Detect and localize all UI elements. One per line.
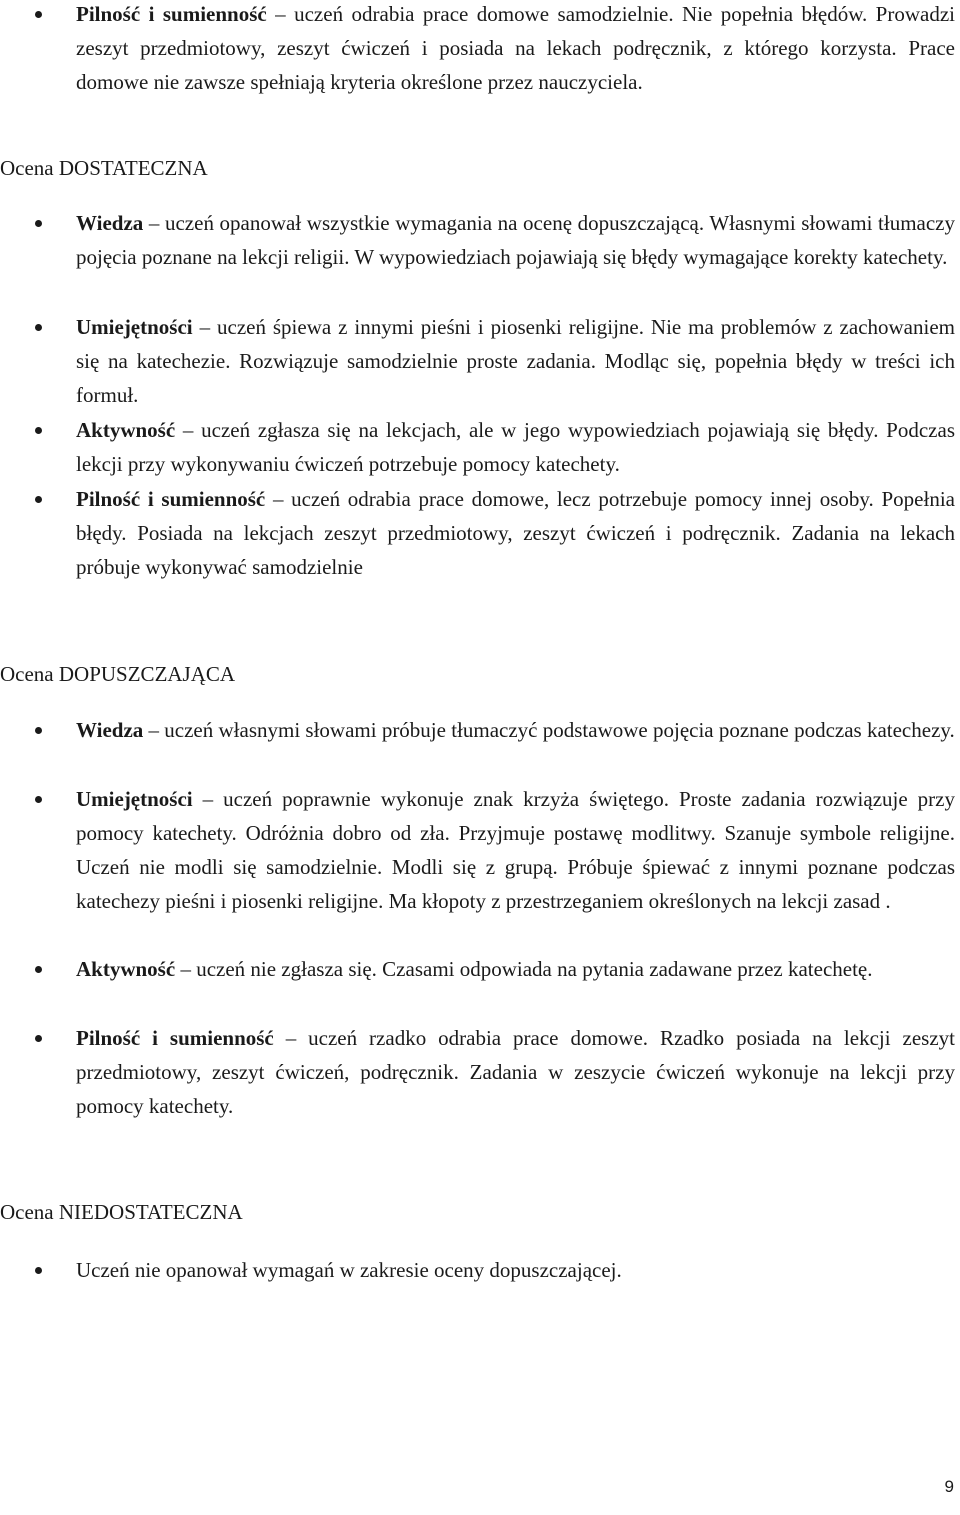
item-term: Wiedza — [76, 718, 144, 742]
bullet-icon — [35, 427, 42, 434]
item-text: – uczeń zgłasza się na lekcjach, ale w jego wypowiedziach pojawiają się błędy. Podczas lekcji przy wykonywaniu ćwiczeń potrzebuje pomocy katechety. — [76, 418, 955, 476]
list-item — [76, 1021, 955, 1123]
list-item — [76, 206, 955, 274]
item-term: Umiejętności — [76, 315, 193, 339]
list-item — [76, 1253, 955, 1287]
item-text: – uczeń poprawnie wykonuje znak krzyża świętego. Proste zadania rozwiązuje przy pomocy katechety. Odróżnia dobro od zła. Przyjmuje postawę modlitwy. Szanuje symbole religijne. Uczeń nie modli się samodzielnie. Modli się z grupą. Próbuje śpiewać z innymi poznane podczas katechezy pieśni i piosenki religijne. Ma kłopoty z przestrzeganiem określonych na lekcji zasad . — [76, 787, 955, 913]
bullet-icon — [35, 220, 42, 227]
item-term: Wiedza — [76, 211, 144, 235]
item-term: Aktywność — [76, 957, 176, 981]
list-item — [76, 310, 955, 412]
item-term: Pilność i sumienność — [76, 1026, 274, 1050]
list-item — [76, 0, 955, 99]
list-item — [76, 952, 955, 986]
item-text: – uczeń nie zgłasza się. Czasami odpowiada na pytania zadawane przez katechetę. — [175, 957, 873, 981]
section-heading-niedostateczna: Ocena NIEDOSTATECZNA — [0, 1200, 243, 1224]
bullet-icon — [35, 496, 42, 503]
page-number: 9 — [944, 1477, 954, 1496]
bullet-icon — [35, 1035, 42, 1042]
item-term: Pilność i sumienność — [76, 2, 267, 26]
item-text: Uczeń nie opanował wymagań w zakresie oceny dopuszczającej. — [76, 1258, 622, 1282]
bullet-icon — [35, 966, 42, 973]
item-text: – uczeń rzadko odrabia prace domowe. Rzadko posiada na lekcji zeszyt przedmiotowy, zeszyt ćwiczeń, podręcznik. Zadania w zeszycie ćwiczeń wykonuje na lekcji przy pomocy katechety. — [76, 1026, 955, 1118]
section-heading-dopuszczajaca: Ocena DOPUSZCZAJĄCA — [0, 662, 236, 686]
list-item — [76, 482, 955, 584]
item-text: – uczeń odrabia prace domowe, lecz potrzebuje pomocy innej osoby. Popełnia błędy. Posiada na lekcjach zeszyt przedmiotowy, zeszyt ćwiczeń i podręcznik. Zadania na lekach próbuje wykonywać samodzielnie — [76, 487, 955, 579]
item-text: – uczeń śpiewa z innymi pieśni i piosenki religijne. Nie ma problemów z zachowaniem się na katechezie. Rozwiązuje samodzielnie proste zadania. Modląc się, popełnia błędy w treści ich formuł. — [76, 315, 955, 407]
section-heading-dostateczna: Ocena DOSTATECZNA — [0, 156, 208, 180]
item-term: Aktywność — [76, 418, 176, 442]
list-item — [76, 713, 955, 747]
item-text: – uczeń własnymi słowami próbuje tłumaczyć podstawowe pojęcia poznane podczas katechezy. — [143, 718, 955, 742]
item-text: – uczeń opanował wszystkie wymagania na ocenę dopuszczającą. Własnymi słowami tłumaczy pojęcia poznane na lekcji religii. W wypowiedziach pojawiają się błędy wymagające korekty katechety. — [76, 211, 955, 269]
bullet-icon — [35, 1267, 42, 1274]
bullet-icon — [35, 324, 42, 331]
bullet-icon — [35, 11, 42, 18]
bullet-icon — [35, 796, 42, 803]
bullet-icon — [35, 727, 42, 734]
item-text: – uczeń odrabia prace domowe samodzielnie. Nie popełnia błędów. Prowadzi zeszyt przedmiotowy, zeszyt ćwiczeń i posiada na lekach podręcznik, z którego korzysta. Prace domowe nie zawsze spełniają kryteria określone przez nauczyciela. — [76, 2, 956, 94]
list-item — [76, 782, 955, 918]
item-term: Pilność i sumienność — [76, 487, 266, 511]
item-term: Umiejętności — [76, 787, 193, 811]
list-item — [76, 413, 955, 481]
